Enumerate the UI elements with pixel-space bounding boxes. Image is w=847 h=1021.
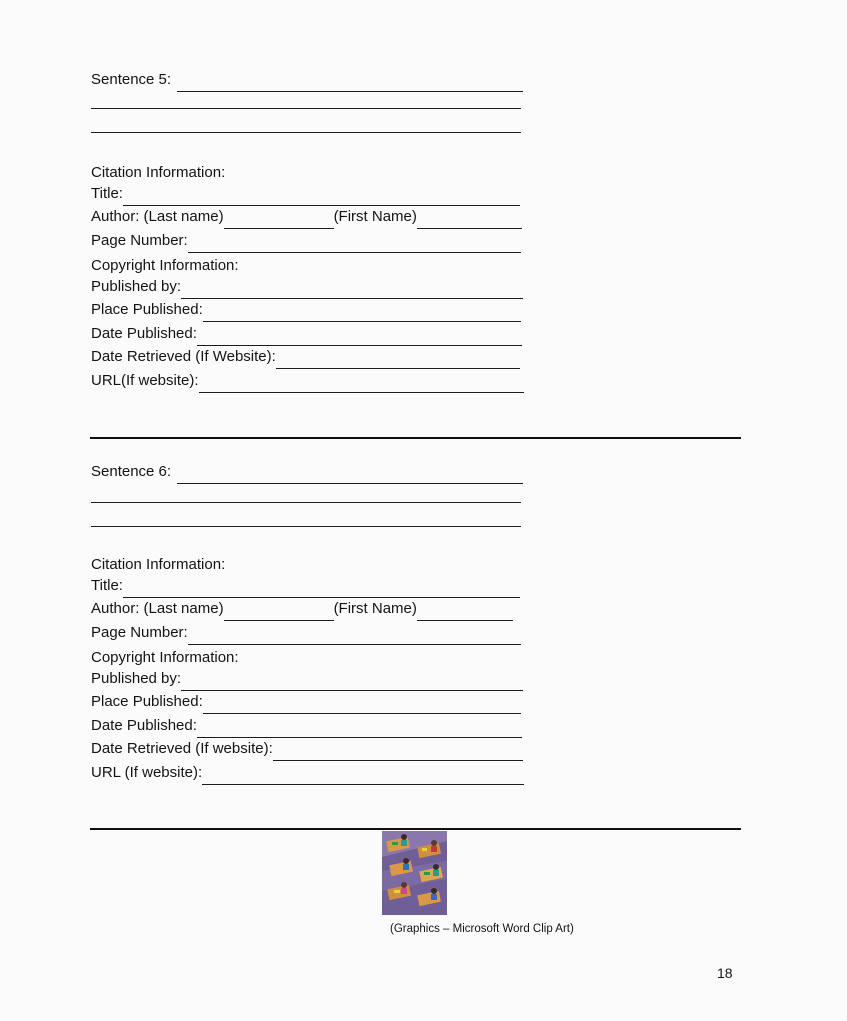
- sentence-6-field[interactable]: [91, 462, 523, 484]
- citation-heading-2: Citation Information:: [91, 556, 226, 573]
- author-field-1[interactable]: [91, 207, 522, 229]
- date-published-field-1[interactable]: [91, 324, 522, 346]
- date-published-blank-1[interactable]: [197, 329, 522, 346]
- author-first-label-2: (First Name): [333, 600, 417, 617]
- sentence-6-label: Sentence 6:: [91, 463, 172, 480]
- sentence-5-label: Sentence 5:: [91, 71, 172, 88]
- title-blank-2[interactable]: [123, 581, 520, 598]
- copyright-heading-2: Copyright Information:: [91, 649, 239, 666]
- author-last-label-2: Author: (Last name): [91, 600, 224, 617]
- author-first-label-1: (First Name): [333, 208, 417, 225]
- place-published-field-1[interactable]: [91, 300, 521, 322]
- sentence-5-field[interactable]: [91, 70, 523, 92]
- date-retrieved-blank-1[interactable]: [276, 352, 520, 369]
- page-number-field-1[interactable]: [91, 231, 521, 253]
- sentence-6-blank-line-3[interactable]: [91, 526, 521, 527]
- author-first-blank-2[interactable]: [417, 604, 513, 621]
- title-field-2[interactable]: [91, 576, 520, 598]
- place-published-label-1: Place Published:: [91, 301, 203, 318]
- citation-heading-1: Citation Information:: [91, 164, 226, 181]
- date-retrieved-label-2: Date Retrieved (If website):: [91, 740, 273, 757]
- page-number-label-1: Page Number:: [91, 232, 188, 249]
- place-published-blank-2[interactable]: [203, 697, 521, 714]
- published-by-field-1[interactable]: [91, 277, 523, 299]
- author-field-2[interactable]: [91, 599, 513, 621]
- place-published-blank-1[interactable]: [203, 305, 521, 322]
- title-field-1[interactable]: [91, 184, 520, 206]
- date-published-label-1: Date Published:: [91, 325, 197, 342]
- title-blank-1[interactable]: [123, 189, 520, 206]
- page-number-field-2[interactable]: [91, 623, 521, 645]
- sentence-5-blank[interactable]: [177, 75, 523, 92]
- url-field-2[interactable]: [91, 763, 524, 785]
- published-by-label-1: Published by:: [91, 278, 182, 295]
- place-published-field-2[interactable]: [91, 692, 521, 714]
- author-last-blank-1[interactable]: [224, 212, 334, 229]
- section-divider-1: [90, 437, 741, 439]
- date-retrieved-field-2[interactable]: [91, 739, 523, 761]
- clipart-caption: (Graphics – Microsoft Word Clip Art): [390, 923, 574, 935]
- url-label-1: URL(If website):: [91, 372, 199, 389]
- author-first-blank-1[interactable]: [417, 212, 522, 229]
- sentence-6-blank[interactable]: [177, 467, 523, 484]
- date-published-label-2: Date Published:: [91, 717, 197, 734]
- students-at-desks-clipart-icon: [382, 831, 447, 915]
- page-number: 18: [717, 965, 733, 981]
- published-by-blank-1[interactable]: [181, 282, 523, 299]
- page-number-label-2: Page Number:: [91, 624, 188, 641]
- url-blank-1[interactable]: [199, 376, 524, 393]
- page-number-blank-2[interactable]: [188, 628, 521, 645]
- author-last-blank-2[interactable]: [224, 604, 334, 621]
- copyright-heading-1: Copyright Information:: [91, 257, 239, 274]
- url-field-1[interactable]: [91, 371, 524, 393]
- published-by-field-2[interactable]: [91, 669, 523, 691]
- page-number-blank-1[interactable]: [188, 236, 521, 253]
- title-label-1: Title:: [91, 185, 123, 202]
- date-published-blank-2[interactable]: [197, 721, 522, 738]
- title-label-2: Title:: [91, 577, 123, 594]
- date-retrieved-field-1[interactable]: [91, 347, 520, 369]
- sentence-6-blank-line-2[interactable]: [91, 502, 521, 503]
- url-blank-2[interactable]: [202, 768, 524, 785]
- section-divider-2: [90, 828, 741, 830]
- sentence-5-blank-line-3[interactable]: [91, 132, 521, 133]
- sentence-5-blank-line-2[interactable]: [91, 108, 521, 109]
- url-label-2: URL (If website):: [91, 764, 203, 781]
- published-by-blank-2[interactable]: [181, 674, 523, 691]
- published-by-label-2: Published by:: [91, 670, 182, 687]
- date-published-field-2[interactable]: [91, 716, 522, 738]
- date-retrieved-blank-2[interactable]: [273, 744, 523, 761]
- author-last-label-1: Author: (Last name): [91, 208, 224, 225]
- place-published-label-2: Place Published:: [91, 693, 203, 710]
- date-retrieved-label-1: Date Retrieved (If Website):: [91, 348, 276, 365]
